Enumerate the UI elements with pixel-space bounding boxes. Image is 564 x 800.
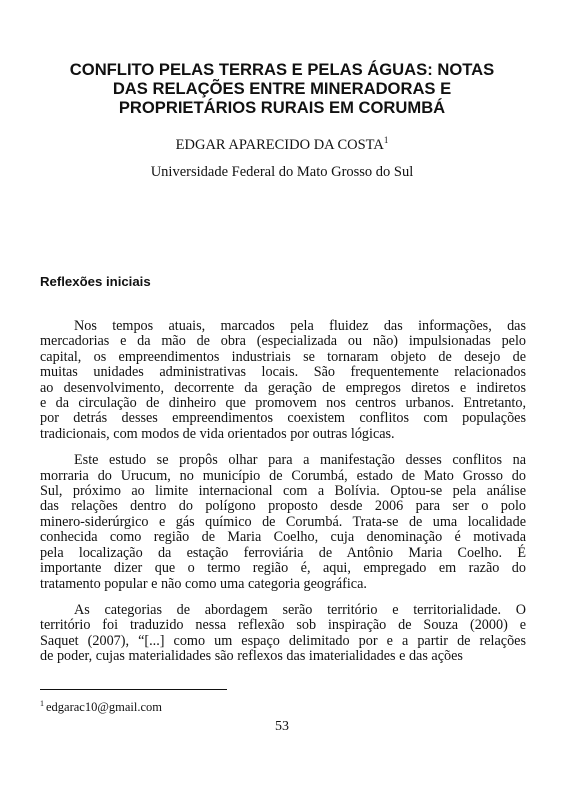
body-paragraph [40, 603, 526, 665]
author-name: EDGAR APARECIDO DA COSTA [175, 137, 384, 153]
text-line: ao desenvolvimento, decorrente da geração de empregos diretos e indiretos [40, 379, 526, 396]
text-line: As categorias de abordagem serão território e territorialidade. O [74, 601, 526, 618]
title-line: DAS RELAÇÕES ENTRE MINERADORAS E [112, 79, 452, 98]
text-line: tradicionais, com modos de vida orientados por outras lógicas. [40, 425, 395, 442]
text-line: Nos tempos atuais, marcados pela fluidez das informações, das [74, 318, 526, 334]
title-line: CONFLITO PELAS TERRAS E PELAS ÁGUAS: NOTAS [69, 60, 495, 79]
text-line: das relações dentro do polígono proposto desde 2006 para ser o polo [40, 498, 526, 515]
section-heading: Reflexões iniciais [40, 274, 151, 289]
affiliation: Universidade Federal do Mato Grosso do Sul [150, 164, 414, 180]
text-line: muitas unidades administrativas locais. São frequentemente relacionados [40, 364, 526, 381]
text-line: Este estudo se propôs olhar para a manifestação desses conflitos na [74, 452, 526, 469]
page-number: 53 [275, 719, 289, 734]
text-line: tratamento popular e não como uma categoria geográfica. [40, 575, 367, 592]
text-line: e da circulação de dinheiro que promovem nos centros urbanos. Entretanto, [40, 395, 526, 412]
text-line: de poder, cujas materialidades são reflexos das imaterialidades e das ações [40, 648, 463, 665]
footnote-mark: 1 [40, 699, 44, 708]
text-line: importante dizer que o termo região é, aqui, empregado em razão do [40, 560, 526, 577]
text-line: morraria do Urucum, no município de Corumbá, estado de Mato Grosso do [40, 467, 526, 484]
author-line [0, 136, 564, 154]
title-line: PROPRIETÁRIOS RURAIS EM CORUMBÁ [118, 98, 446, 117]
body-paragraph [40, 319, 526, 442]
author-footnote-mark: 1 [383, 135, 389, 145]
text-line: mercadorias e da mão de obra (especializada ou não) impulsionadas pelo [40, 333, 526, 350]
text-line: conhecida como região de Maria Coelho, cuja denominação é motivada [40, 529, 526, 546]
footnote-text: edgarac10@gmail.com [46, 700, 162, 714]
text-line: minero-siderúrgico e gás químico de Corumbá. Trata-se de uma localidade [40, 513, 526, 530]
text-line: capital, os empreendimentos industriais se tornaram objeto de desejo de [40, 348, 526, 365]
article-title [30, 60, 534, 117]
text-line: por detrás desses empreendimentos coexistem conflitos com populações [40, 410, 526, 427]
text-line: Sul, próximo ao limite internacional com a Bolívia. Optou-se pela análise [40, 483, 526, 500]
footnote [40, 700, 162, 715]
text-line: território foi traduzido nessa reflexão sob inspiração de Souza (2000) e [40, 617, 526, 634]
text-line: pela localização da estação ferroviária de Antônio Maria Coelho. É [40, 544, 526, 561]
footnote-divider [40, 689, 227, 690]
text-line: Saquet (2007), “[...] como um espaço delimitado por e a partir de relações [40, 632, 526, 649]
body-paragraph [40, 453, 526, 592]
body-text [40, 319, 526, 676]
